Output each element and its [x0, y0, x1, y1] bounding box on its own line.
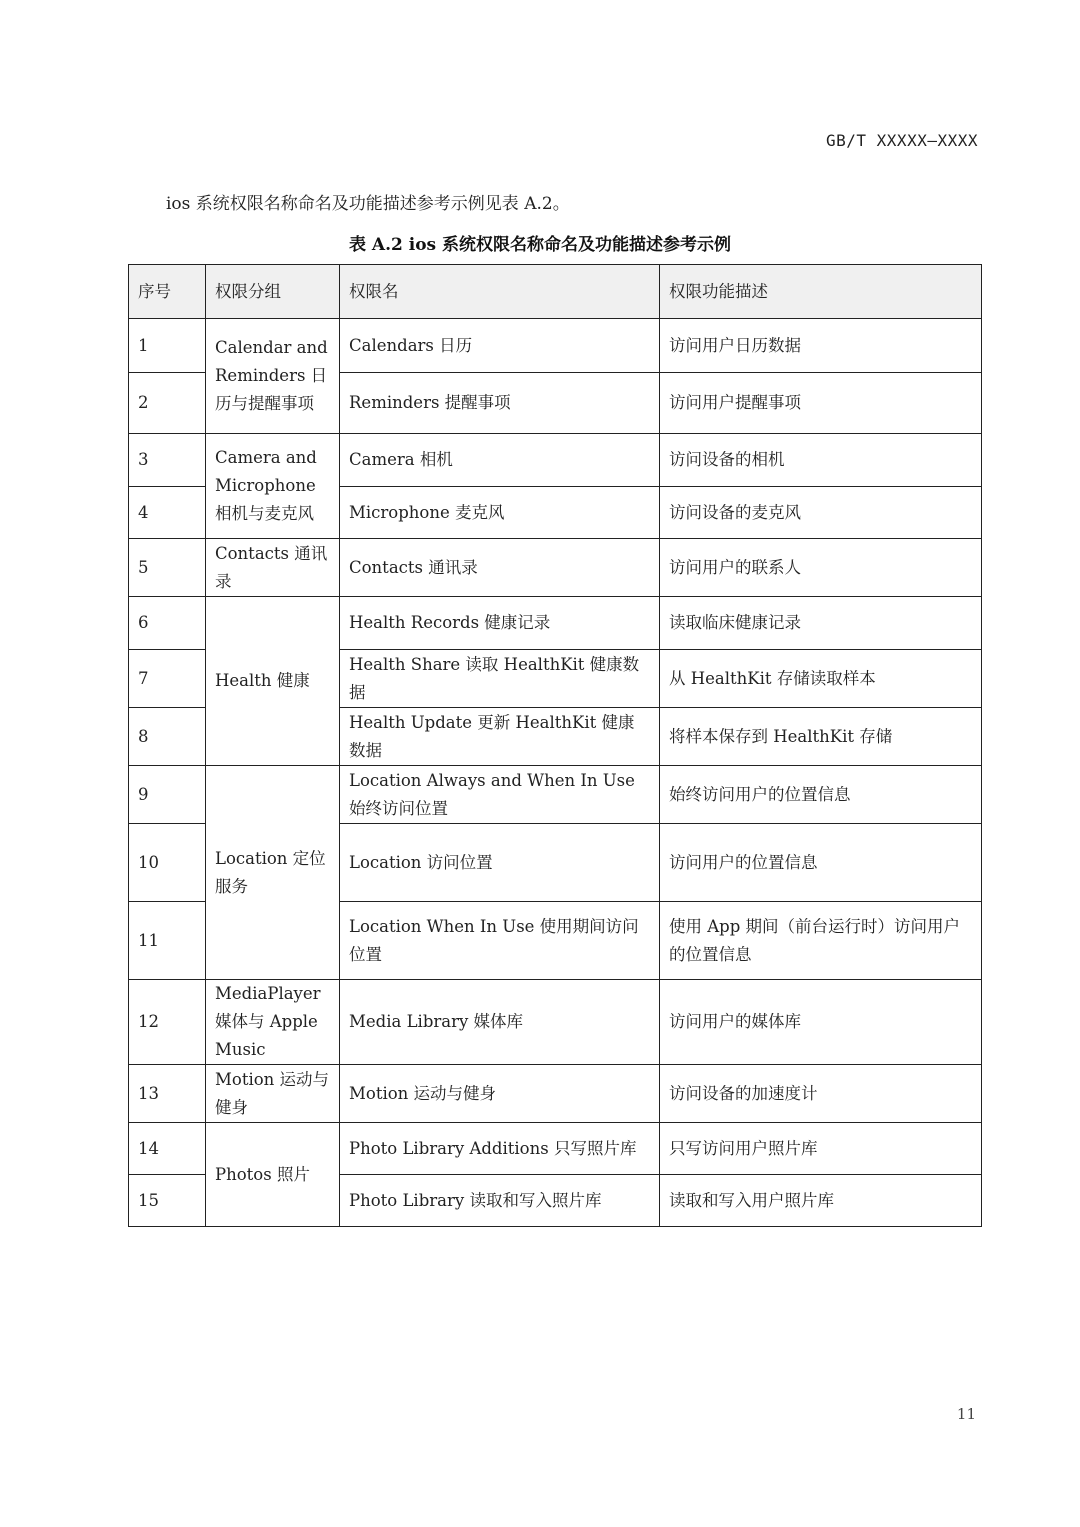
table-row	[129, 434, 982, 487]
permission-description: 读取和写入用户照片库	[660, 1175, 982, 1227]
table-row	[129, 1123, 982, 1175]
row-number: 3	[129, 434, 206, 487]
header-permission-name: 权限名	[340, 265, 660, 319]
table-row	[129, 766, 982, 824]
permissions-table	[128, 264, 982, 1227]
permission-name: Location When In Use 使用期间访问位置	[340, 902, 660, 980]
permission-description: 访问用户日历数据	[660, 319, 982, 373]
row-number: 13	[129, 1065, 206, 1123]
table-row	[129, 980, 982, 1065]
row-number: 5	[129, 539, 206, 597]
group-cell: MediaPlayer 媒体与 Apple Music	[206, 980, 340, 1065]
permission-description: 将样本保存到 HealthKit 存储	[660, 708, 982, 766]
table-row	[129, 1065, 982, 1123]
group-cell: Health 健康	[206, 597, 340, 766]
header-group: 权限分组	[206, 265, 340, 319]
permission-description: 访问用户的位置信息	[660, 824, 982, 902]
group-cell: Motion 运动与健身	[206, 1065, 340, 1123]
permission-name: Contacts 通讯录	[340, 539, 660, 597]
row-number: 11	[129, 902, 206, 980]
permission-description: 只写访问用户照片库	[660, 1123, 982, 1175]
table-row	[129, 319, 982, 373]
group-cell: Contacts 通讯录	[206, 539, 340, 597]
group-cell: Camera and Microphone 相机与麦克风	[206, 434, 340, 539]
permission-description: 从 HealthKit 存储读取样本	[660, 650, 982, 708]
permission-description: 访问用户的联系人	[660, 539, 982, 597]
permission-name: Calendars 日历	[340, 319, 660, 373]
row-number: 4	[129, 487, 206, 539]
group-cell: Location 定位服务	[206, 766, 340, 980]
permission-description: 使用 App 期间（前台运行时）访问用户的位置信息	[660, 902, 982, 980]
row-number: 14	[129, 1123, 206, 1175]
intro-paragraph: ios 系统权限名称命名及功能描述参考示例见表 A.2。	[166, 194, 570, 214]
row-number: 8	[129, 708, 206, 766]
permission-name: Motion 运动与健身	[340, 1065, 660, 1123]
permission-name: Health Update 更新 HealthKit 健康数据	[340, 708, 660, 766]
table-row	[129, 539, 982, 597]
header-description: 权限功能描述	[660, 265, 982, 319]
permission-description: 访问用户提醒事项	[660, 373, 982, 434]
standard-code: GB/T XXXXX—XXXX	[826, 131, 978, 150]
row-number: 9	[129, 766, 206, 824]
group-cell: Photos 照片	[206, 1123, 340, 1227]
row-number: 12	[129, 980, 206, 1065]
permission-name: Health Share 读取 HealthKit 健康数据	[340, 650, 660, 708]
permission-name: Photo Library 读取和写入照片库	[340, 1175, 660, 1227]
permission-description: 访问设备的加速度计	[660, 1065, 982, 1123]
permission-name: Location 访问位置	[340, 824, 660, 902]
table-caption: 表 A.2 ios 系统权限名称命名及功能描述参考示例	[348, 235, 732, 255]
permission-description: 访问设备的相机	[660, 434, 982, 487]
row-number: 1	[129, 319, 206, 373]
row-number: 15	[129, 1175, 206, 1227]
permission-name: Health Records 健康记录	[340, 597, 660, 650]
permission-name: Camera 相机	[340, 434, 660, 487]
table-header-row	[129, 265, 982, 319]
row-number: 2	[129, 373, 206, 434]
row-number: 7	[129, 650, 206, 708]
permission-name: Media Library 媒体库	[340, 980, 660, 1065]
page-number: 11	[956, 1405, 976, 1423]
permission-description: 访问用户的媒体库	[660, 980, 982, 1065]
row-number: 6	[129, 597, 206, 650]
permission-name: Reminders 提醒事项	[340, 373, 660, 434]
header-no: 序号	[129, 265, 206, 319]
permission-description: 始终访问用户的位置信息	[660, 766, 982, 824]
permission-name: Location Always and When In Use 始终访问位置	[340, 766, 660, 824]
permission-description: 读取临床健康记录	[660, 597, 982, 650]
permission-description: 访问设备的麦克风	[660, 487, 982, 539]
permission-name: Photo Library Additions 只写照片库	[340, 1123, 660, 1175]
row-number: 10	[129, 824, 206, 902]
permission-name: Microphone 麦克风	[340, 487, 660, 539]
table-row	[129, 597, 982, 650]
group-cell: Calendar and Reminders 日历与提醒事项	[206, 319, 340, 434]
